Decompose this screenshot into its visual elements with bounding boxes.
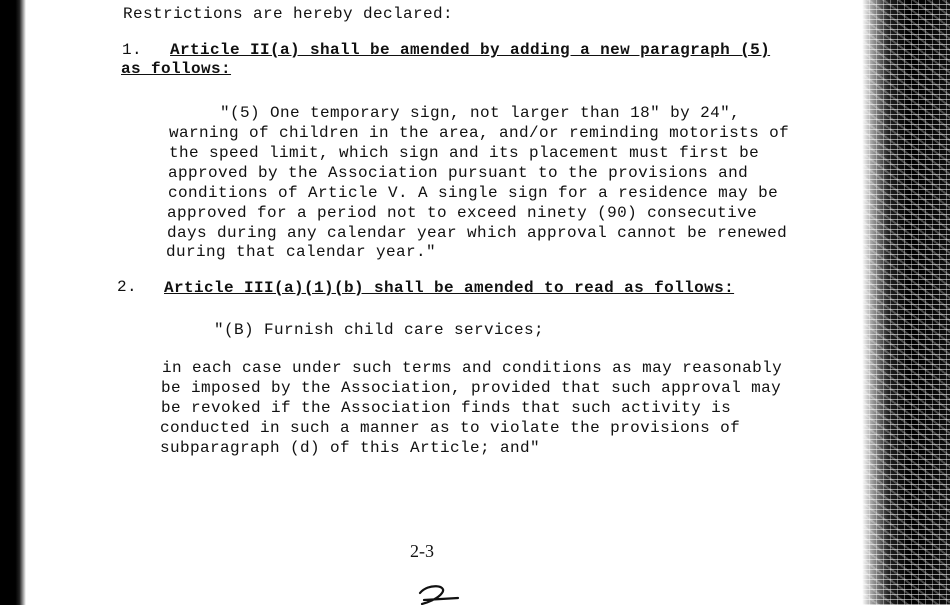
quote-line: warning of children in the area, and/or reminding motorists of xyxy=(169,124,790,142)
body-line: be revoked if the Association finds that such activity is xyxy=(161,399,732,417)
quote-line: approved for a period not to exceed ninety (90) consecutive xyxy=(167,204,758,222)
body-line: be imposed by the Association, provided that such approval may xyxy=(161,379,782,397)
intro-text: Restrictions are hereby declared: xyxy=(123,5,454,23)
quote-line: during that calendar year." xyxy=(166,243,437,261)
body-line: conducted in such a manner as to violate the provisions of xyxy=(160,419,741,437)
quote-line: the speed limit, which sign and its placement must first be xyxy=(169,144,760,162)
item-1-number: 1. xyxy=(122,41,143,59)
item-2-number: 2. xyxy=(117,278,138,296)
quote-line: "(5) One temporary sign, not larger than 18" by 24", xyxy=(220,104,741,122)
handwritten-mark xyxy=(414,583,464,605)
body-line: subparagraph (d) of this Article; and" xyxy=(160,439,541,457)
quote-line: days during any calendar year which approval cannot be renewed xyxy=(167,224,788,242)
page-number: 2-3 xyxy=(410,541,434,561)
body-line: in each case under such terms and conditions as may reasonably xyxy=(162,359,783,377)
item-2-quote: "(B) Furnish child care services; xyxy=(214,321,545,339)
item-1-heading-cont: as follows: xyxy=(121,60,232,78)
item-2-heading: Article III(a)(1)(b) shall be amended to read as follows: xyxy=(164,279,735,297)
quote-line: approved by the Association pursuant to the provisions and xyxy=(168,164,749,182)
item-1-heading: Article II(a) shall be amended by adding a new paragraph (5) xyxy=(170,41,771,59)
quote-line: conditions of Article V. A single sign for a residence may be xyxy=(168,184,779,202)
